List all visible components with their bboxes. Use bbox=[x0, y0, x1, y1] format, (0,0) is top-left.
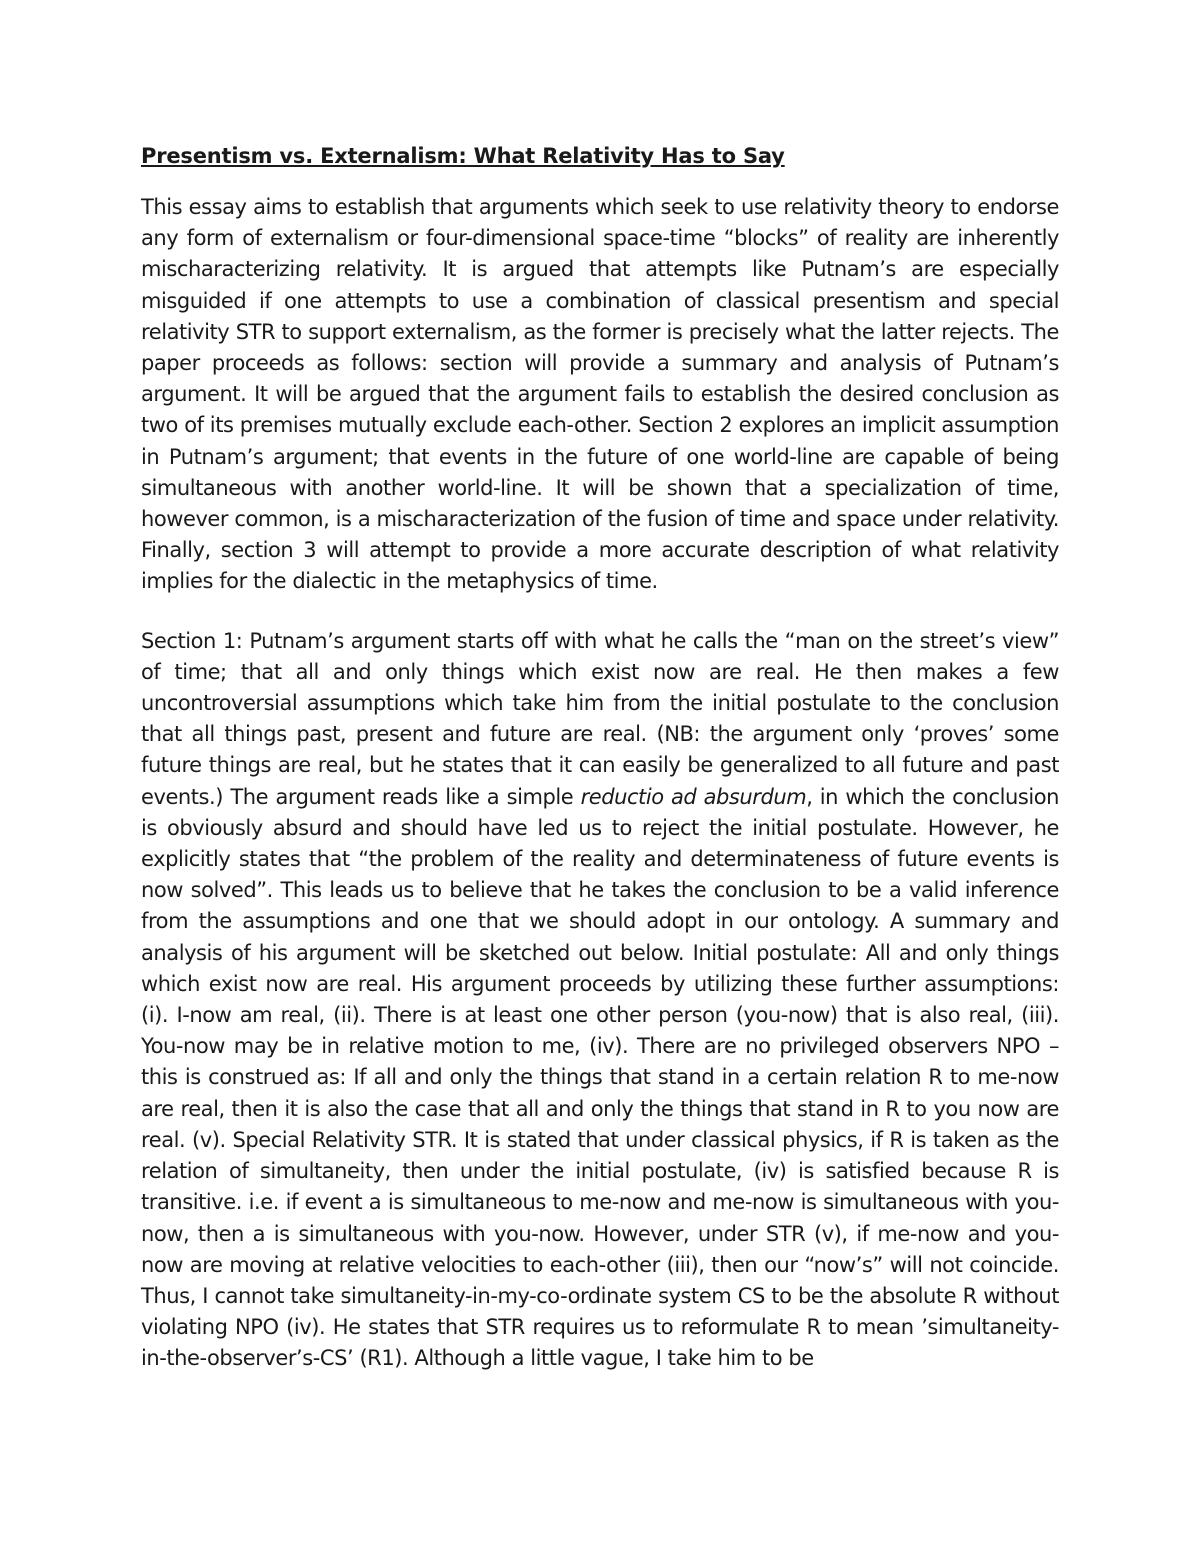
document-page bbox=[141, 140, 1059, 1375]
paragraph-section-1-text-end: , in which the conclusion is obviously absurd and should have led us to reject the initial postulate. However, he explicitly states that “the problem of the reality and determinateness of future events is now solved”. This leads us to believe that he takes the conclusion to be a valid inference from the assumptions and one that we should adopt in our ontology. A summary and analysis of his argument will be sketched out below. Initial postulate: All and only things which exist now are real. His argument proceeds by utilizing these further assumptions: (i). I-now am real, (ii). There is at least one other person (you-now) that is also real, (iii). You-now may be in relative motion to me, (iv). There are no privileged observers NPO – this is construed as: If all and only the things that stand in a certain relation R to me-now are real, then it is also the case that all and only the things that stand in R to you now are real. (v). Special Relativity STR. It is stated that under classical physics, if R is taken as the relation of simultaneity, then under the initial postulate, (iv) is satisfied because R is transitive. i.e. if event a is simultaneous to me-now and me-now is simultaneous with you-now, then a is simultaneous with you-now. However, under STR (v), if me-now and you-now are moving at relative velocities to each-other (iii), then our “now’s” will not coincide. Thus, I cannot take simultaneity-in-my-co-ordinate system CS to be the absolute R without violating NPO (iv). He states that STR requires us to reformulate R to mean ’simultaneity-in-the-observer’s-CS’ (R1). Although a little vague, I take him to be bbox=[141, 784, 1059, 1371]
paragraph-section-1-italic: reductio ad absurdum bbox=[580, 784, 807, 809]
paragraph-section-1-text-start: Section 1: Putnam’s argument starts off with what he calls the “man on the street’s view” of time; that all and only things which exist now are real. He then makes a few uncontroversial assumptions which take him from the initial postulate to the conclusion that all things past, present and future are real. (NB: the argument only ‘proves’ some future things are real, but he states that it can easily be generalized to all future and past events.) The argument reads like a simple bbox=[141, 628, 1059, 809]
paragraph-introduction: This essay aims to establish that arguments which seek to use relativity theory to endorse any form of externalism or four-dimensional space-time “blocks” of reality are inherently mischaracterizing relativity. It is argued that attempts like Putnam’s are especially misguided if one attempts to use a combination of classical presentism and special relativity STR to support externalism, as the former is precisely what the latter rejects. The paper proceeds as follows: section will provide a summary and analysis of Putnam’s argument. It will be argued that the argument fails to establish the desired conclusion as two of its premises mutually exclude each-other. Section 2 explores an implicit assumption in Putnam’s argument; that events in the future of one world-line are capable of being simultaneous with another world-line. It will be shown that a specialization of time, however common, is a mischaracterization of the fusion of time and space under relativity. Finally, section 3 will attempt to provide a more accurate description of what relativity implies for the dialectic in the metaphysics of time. bbox=[141, 195, 1059, 594]
paragraph-section-1 bbox=[141, 626, 1059, 1375]
document-title: Presentism vs. Externalism: What Relativity Has to Say bbox=[141, 144, 785, 168]
